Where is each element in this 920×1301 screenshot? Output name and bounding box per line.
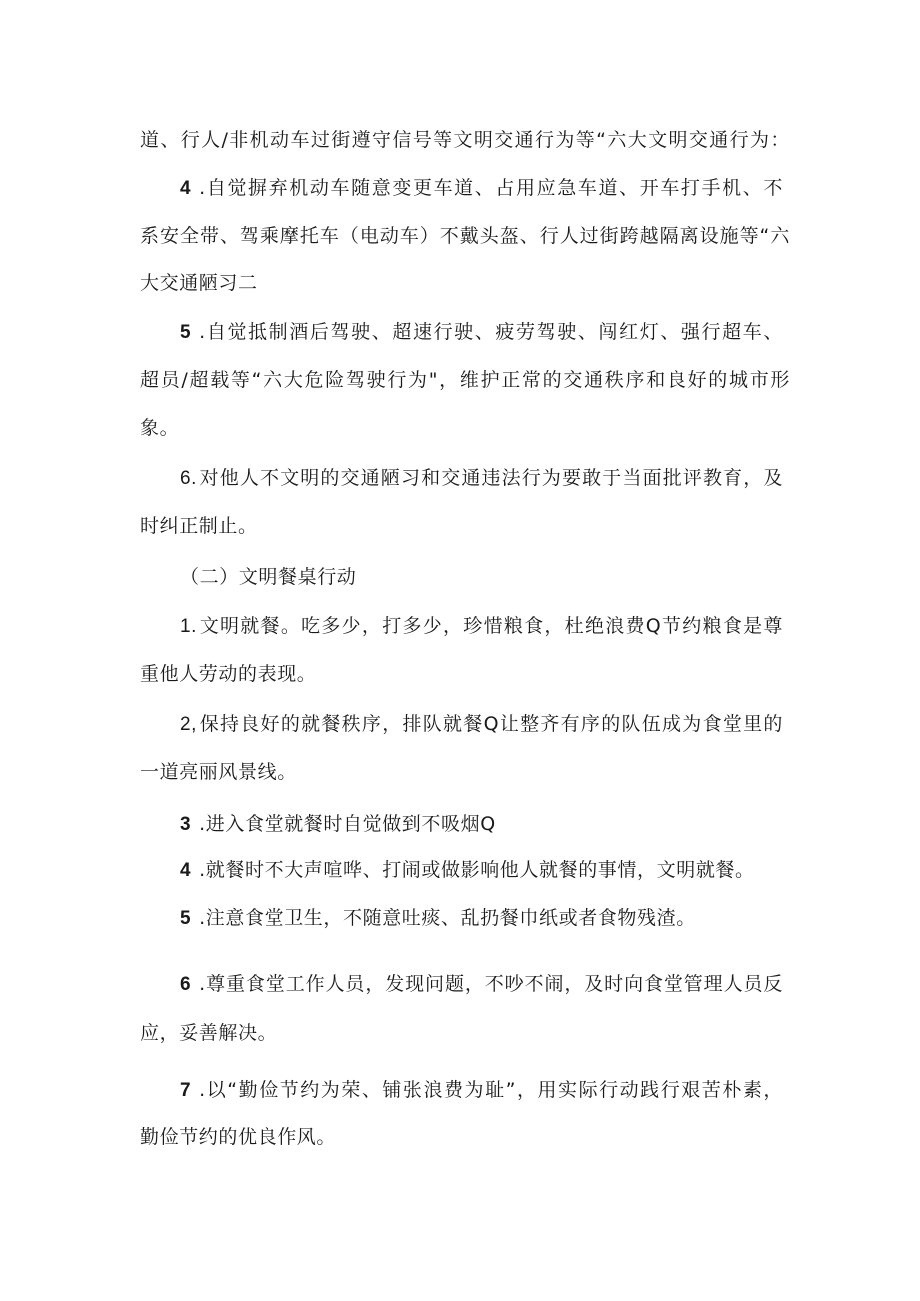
- text-line: 象。: [140, 417, 180, 439]
- text-line: 应，妥善解决。: [140, 1022, 278, 1044]
- text-line: 系安全带、驾乘摩托车（电动车）不戴头盔、行人过街跨越隔离设施等“六: [140, 225, 790, 247]
- text-line: 道、行人/非机动车过街遵守信号等文明交通行为等“六大文明交通行为：: [140, 129, 790, 151]
- list-item-dining-5: 5 .注意食堂卫生，不随意吐痰、乱扔餐巾纸或者食物残渣。: [180, 907, 696, 929]
- text-line: 超员/超载等“六大危险驾驶行为"，维护正常的交通秩序和良好的城市形: [140, 369, 790, 391]
- list-item-dining-2: 2, 保持良好的就餐秩序，排队就餐Q让整齐有序的队伍成为食堂里的: [180, 713, 783, 735]
- section-heading-dining: （二）文明餐桌行动: [180, 566, 357, 588]
- list-item-traffic-4: 4 .自觉摒弃机动车随意变更车道、占用应急车道、开车打手机、不: [180, 177, 783, 199]
- text-line: 勤俭节约的优良作风。: [140, 1126, 337, 1148]
- list-item-dining-1: 1. 文明就餐。吃多少，打多少，珍惜粮食，杜绝浪费Q节约粮食是尊: [180, 615, 783, 637]
- list-item-traffic-6: 6. 对他人不文明的交通陋习和交通违法行为要敢于当面批评教育，及: [180, 467, 783, 489]
- text-line: 时纠正制止。: [140, 515, 258, 537]
- list-item-dining-7: 7 .以“勤俭节约为荣、铺张浪费为耻”，用实际行动践行艰苦朴素，: [180, 1079, 783, 1101]
- text-line: 大交通陋习二: [140, 272, 258, 294]
- list-item-traffic-5: 5 .自觉抵制酒后驾驶、超速行驶、疲劳驾驶、闯红灯、强行超车、: [180, 321, 783, 343]
- list-item-dining-3: 3 .进入食堂就餐时自觉做到不吸烟Q: [180, 813, 496, 835]
- text-line: 一道亮丽风景线。: [140, 761, 297, 783]
- list-item-dining-6: 6 .尊重食堂工作人员，发现问题，不吵不闹，及时向食堂管理人员反: [180, 973, 783, 995]
- text-line: 重他人劳动的表现。: [140, 663, 317, 685]
- list-item-dining-4: 4 .就餐时不大声喧哗、打闹或做影响他人就餐的事情，文明就餐。: [180, 859, 755, 881]
